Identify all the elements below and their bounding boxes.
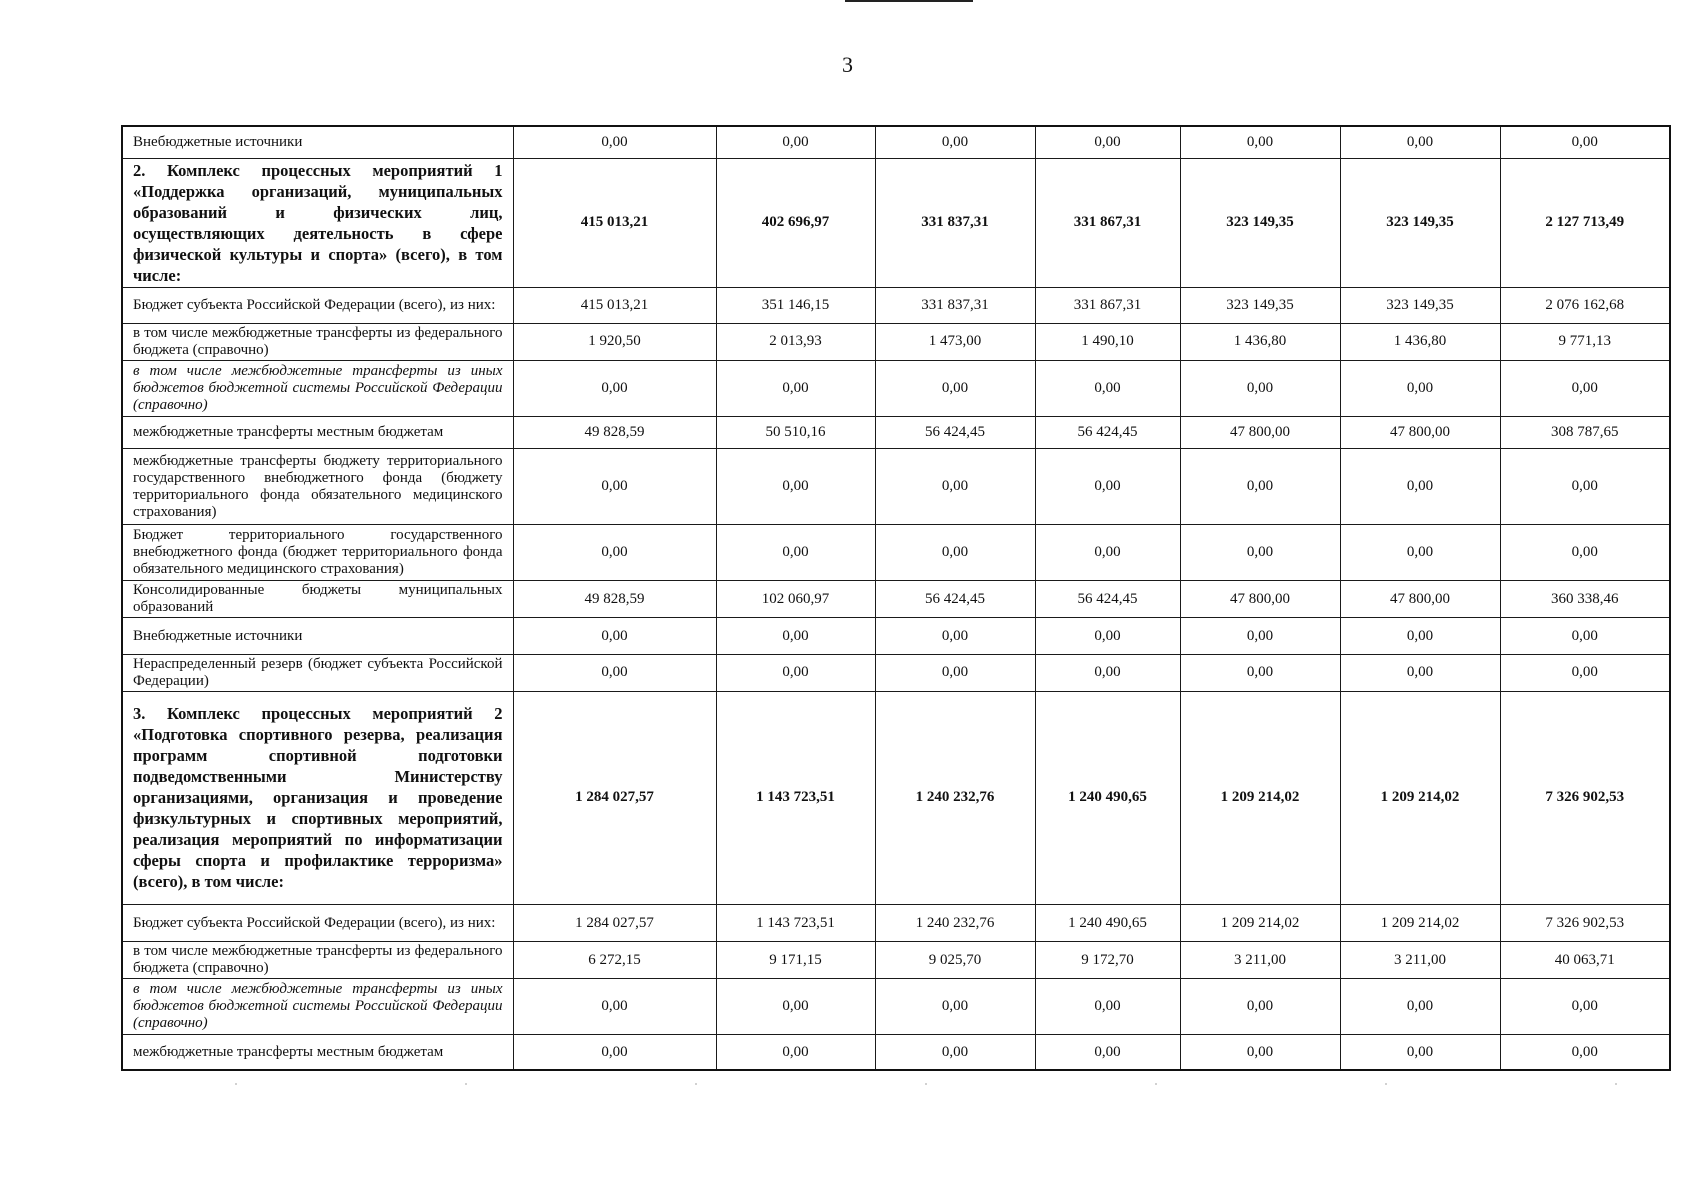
row-label: Бюджет субъекта Российской Федерации (всего), из них:	[122, 905, 513, 942]
value-cell: 0,00	[1340, 126, 1500, 158]
value-cell: 360 338,46	[1500, 581, 1670, 618]
value-cell: 323 149,35	[1180, 287, 1340, 323]
value-cell: 1 143 723,51	[716, 905, 875, 942]
value-cell: 0,00	[875, 126, 1035, 158]
value-cell: 1 284 027,57	[513, 905, 716, 942]
row-label: в том числе межбюджетные трансферты из федерального бюджета (справочно)	[122, 323, 513, 360]
value-cell: 0,00	[875, 525, 1035, 581]
value-cell: 0,00	[1035, 525, 1180, 581]
value-cell: 40 063,71	[1500, 942, 1670, 979]
value-cell: 0,00	[513, 525, 716, 581]
value-cell: 0,00	[1340, 654, 1500, 691]
value-cell: 47 800,00	[1180, 581, 1340, 618]
table-body	[122, 126, 1670, 1070]
value-cell: 0,00	[716, 126, 875, 158]
value-cell: 56 424,45	[875, 581, 1035, 618]
value-cell: 415 013,21	[513, 287, 716, 323]
value-cell: 0,00	[1180, 654, 1340, 691]
value-cell: 0,00	[513, 979, 716, 1035]
value-cell: 1 436,80	[1180, 323, 1340, 360]
value-cell: 102 060,97	[716, 581, 875, 618]
value-cell: 323 149,35	[1340, 287, 1500, 323]
value-cell: 1 209 214,02	[1180, 905, 1340, 942]
row-label: межбюджетные трансферты местным бюджетам	[122, 1035, 513, 1070]
row-label: 3. Комплекс процессных мероприятий 2 «Подготовка спортивного резерва, реализация программ спортивной подготовки подведомственными Министерству организациями, организация и проведение физкультурных и спортивных мероприятий, реализация мероприятий по информатизации сферы спорта и профилактике терроризма» (всего), в том числе:	[122, 691, 513, 904]
value-cell: 0,00	[1340, 449, 1500, 525]
value-cell: 0,00	[1340, 618, 1500, 654]
value-cell: 0,00	[513, 449, 716, 525]
value-cell: 49 828,59	[513, 417, 716, 449]
value-cell: 415 013,21	[513, 158, 716, 287]
value-cell: 7 326 902,53	[1500, 691, 1670, 904]
row-label: межбюджетные трансферты бюджету территориального государственного внебюджетного фонда (бюджету территориального фонда обязательного медицинского страхования)	[122, 449, 513, 525]
table-row	[122, 1035, 1670, 1070]
value-cell: 0,00	[513, 654, 716, 691]
value-cell: 50 510,16	[716, 417, 875, 449]
value-cell: 0,00	[1180, 525, 1340, 581]
row-label: Нераспределенный резерв (бюджет субъекта Российской Федерации)	[122, 654, 513, 691]
value-cell: 0,00	[1500, 449, 1670, 525]
row-label: в том числе межбюджетные трансферты из федерального бюджета (справочно)	[122, 942, 513, 979]
value-cell: 0,00	[1180, 618, 1340, 654]
value-cell: 2 127 713,49	[1500, 158, 1670, 287]
value-cell: 0,00	[716, 525, 875, 581]
table-row	[122, 287, 1670, 323]
value-cell: 402 696,97	[716, 158, 875, 287]
value-cell: 331 837,31	[875, 158, 1035, 287]
value-cell: 1 209 214,02	[1340, 691, 1500, 904]
value-cell: 3 211,00	[1340, 942, 1500, 979]
value-cell: 3 211,00	[1180, 942, 1340, 979]
budget-table	[121, 125, 1671, 1071]
value-cell: 0,00	[1340, 1035, 1500, 1070]
value-cell: 2 076 162,68	[1500, 287, 1670, 323]
value-cell: 0,00	[1180, 1035, 1340, 1070]
value-cell: 1 209 214,02	[1340, 905, 1500, 942]
top-rule	[845, 0, 973, 2]
value-cell: 1 436,80	[1340, 323, 1500, 360]
value-cell: 323 149,35	[1340, 158, 1500, 287]
row-label: Бюджет территориального государственного внебюджетного фонда (бюджет территориального фонда обязательного медицинского страхования)	[122, 525, 513, 581]
value-cell: 6 272,15	[513, 942, 716, 979]
value-cell: 351 146,15	[716, 287, 875, 323]
table-row	[122, 979, 1670, 1035]
value-cell: 1 143 723,51	[716, 691, 875, 904]
value-cell: 331 867,31	[1035, 287, 1180, 323]
value-cell: 0,00	[875, 979, 1035, 1035]
value-cell: 0,00	[1180, 126, 1340, 158]
value-cell: 56 424,45	[875, 417, 1035, 449]
table-row	[122, 942, 1670, 979]
value-cell: 0,00	[1180, 449, 1340, 525]
value-cell: 47 800,00	[1340, 581, 1500, 618]
value-cell: 331 837,31	[875, 287, 1035, 323]
value-cell: 1 240 490,65	[1035, 691, 1180, 904]
table-row	[122, 654, 1670, 691]
table-row	[122, 417, 1670, 449]
value-cell: 0,00	[716, 654, 875, 691]
value-cell: 0,00	[716, 360, 875, 416]
table-row	[122, 158, 1670, 287]
value-cell: 1 240 232,76	[875, 905, 1035, 942]
value-cell: 47 800,00	[1340, 417, 1500, 449]
value-cell: 56 424,45	[1035, 581, 1180, 618]
value-cell: 9 171,15	[716, 942, 875, 979]
value-cell: 0,00	[716, 618, 875, 654]
value-cell: 1 240 490,65	[1035, 905, 1180, 942]
value-cell: 331 867,31	[1035, 158, 1180, 287]
table-row	[122, 525, 1670, 581]
value-cell: 0,00	[1035, 360, 1180, 416]
row-label: Внебюджетные источники	[122, 618, 513, 654]
scan-artifact	[121, 1083, 1669, 1085]
value-cell: 49 828,59	[513, 581, 716, 618]
value-cell: 9 172,70	[1035, 942, 1180, 979]
value-cell: 0,00	[1035, 654, 1180, 691]
value-cell: 0,00	[1500, 525, 1670, 581]
value-cell: 1 209 214,02	[1180, 691, 1340, 904]
value-cell: 7 326 902,53	[1500, 905, 1670, 942]
value-cell: 0,00	[716, 1035, 875, 1070]
value-cell: 0,00	[1500, 126, 1670, 158]
value-cell: 0,00	[1500, 360, 1670, 416]
value-cell: 0,00	[875, 1035, 1035, 1070]
table-row	[122, 449, 1670, 525]
value-cell: 323 149,35	[1180, 158, 1340, 287]
value-cell: 0,00	[1035, 979, 1180, 1035]
value-cell: 0,00	[513, 360, 716, 416]
value-cell: 9 771,13	[1500, 323, 1670, 360]
value-cell: 0,00	[1340, 979, 1500, 1035]
value-cell: 47 800,00	[1180, 417, 1340, 449]
value-cell: 56 424,45	[1035, 417, 1180, 449]
value-cell: 0,00	[1500, 979, 1670, 1035]
value-cell: 0,00	[1340, 525, 1500, 581]
value-cell: 0,00	[1180, 360, 1340, 416]
value-cell: 9 025,70	[875, 942, 1035, 979]
table-row	[122, 905, 1670, 942]
row-label: 2. Комплекс процессных мероприятий 1 «Поддержка организаций, муниципальных образований и физических лиц, осуществляющих деятельность в сфере физической культуры и спорта» (всего), в том числе:	[122, 158, 513, 287]
value-cell: 0,00	[1035, 126, 1180, 158]
value-cell: 0,00	[716, 449, 875, 525]
value-cell: 0,00	[513, 1035, 716, 1070]
page-number: 3	[842, 52, 853, 77]
row-label: Бюджет субъекта Российской Федерации (всего), из них:	[122, 287, 513, 323]
table-row	[122, 618, 1670, 654]
value-cell: 0,00	[875, 360, 1035, 416]
value-cell: 0,00	[513, 618, 716, 654]
value-cell: 0,00	[1035, 1035, 1180, 1070]
value-cell: 1 284 027,57	[513, 691, 716, 904]
row-label: в том числе межбюджетные трансферты из иных бюджетов бюджетной системы Российской Федерации (справочно)	[122, 979, 513, 1035]
value-cell: 1 240 232,76	[875, 691, 1035, 904]
value-cell: 1 490,10	[1035, 323, 1180, 360]
value-cell: 0,00	[1340, 360, 1500, 416]
table-row	[122, 691, 1670, 904]
value-cell: 0,00	[1500, 654, 1670, 691]
table-row	[122, 581, 1670, 618]
value-cell: 308 787,65	[1500, 417, 1670, 449]
row-label: межбюджетные трансферты местным бюджетам	[122, 417, 513, 449]
value-cell: 2 013,93	[716, 323, 875, 360]
table-row	[122, 323, 1670, 360]
row-label: Консолидированные бюджеты муниципальных образований	[122, 581, 513, 618]
table-row	[122, 126, 1670, 158]
row-label: Внебюджетные источники	[122, 126, 513, 158]
value-cell: 0,00	[1035, 449, 1180, 525]
value-cell: 0,00	[1500, 618, 1670, 654]
table-row	[122, 360, 1670, 416]
value-cell: 0,00	[1500, 1035, 1670, 1070]
value-cell: 0,00	[1035, 618, 1180, 654]
value-cell: 0,00	[875, 654, 1035, 691]
row-label: в том числе межбюджетные трансферты из иных бюджетов бюджетной системы Российской Федерации (справочно)	[122, 360, 513, 416]
value-cell: 0,00	[875, 449, 1035, 525]
value-cell: 0,00	[1180, 979, 1340, 1035]
value-cell: 1 920,50	[513, 323, 716, 360]
value-cell: 0,00	[513, 126, 716, 158]
value-cell: 0,00	[716, 979, 875, 1035]
value-cell: 1 473,00	[875, 323, 1035, 360]
value-cell: 0,00	[875, 618, 1035, 654]
